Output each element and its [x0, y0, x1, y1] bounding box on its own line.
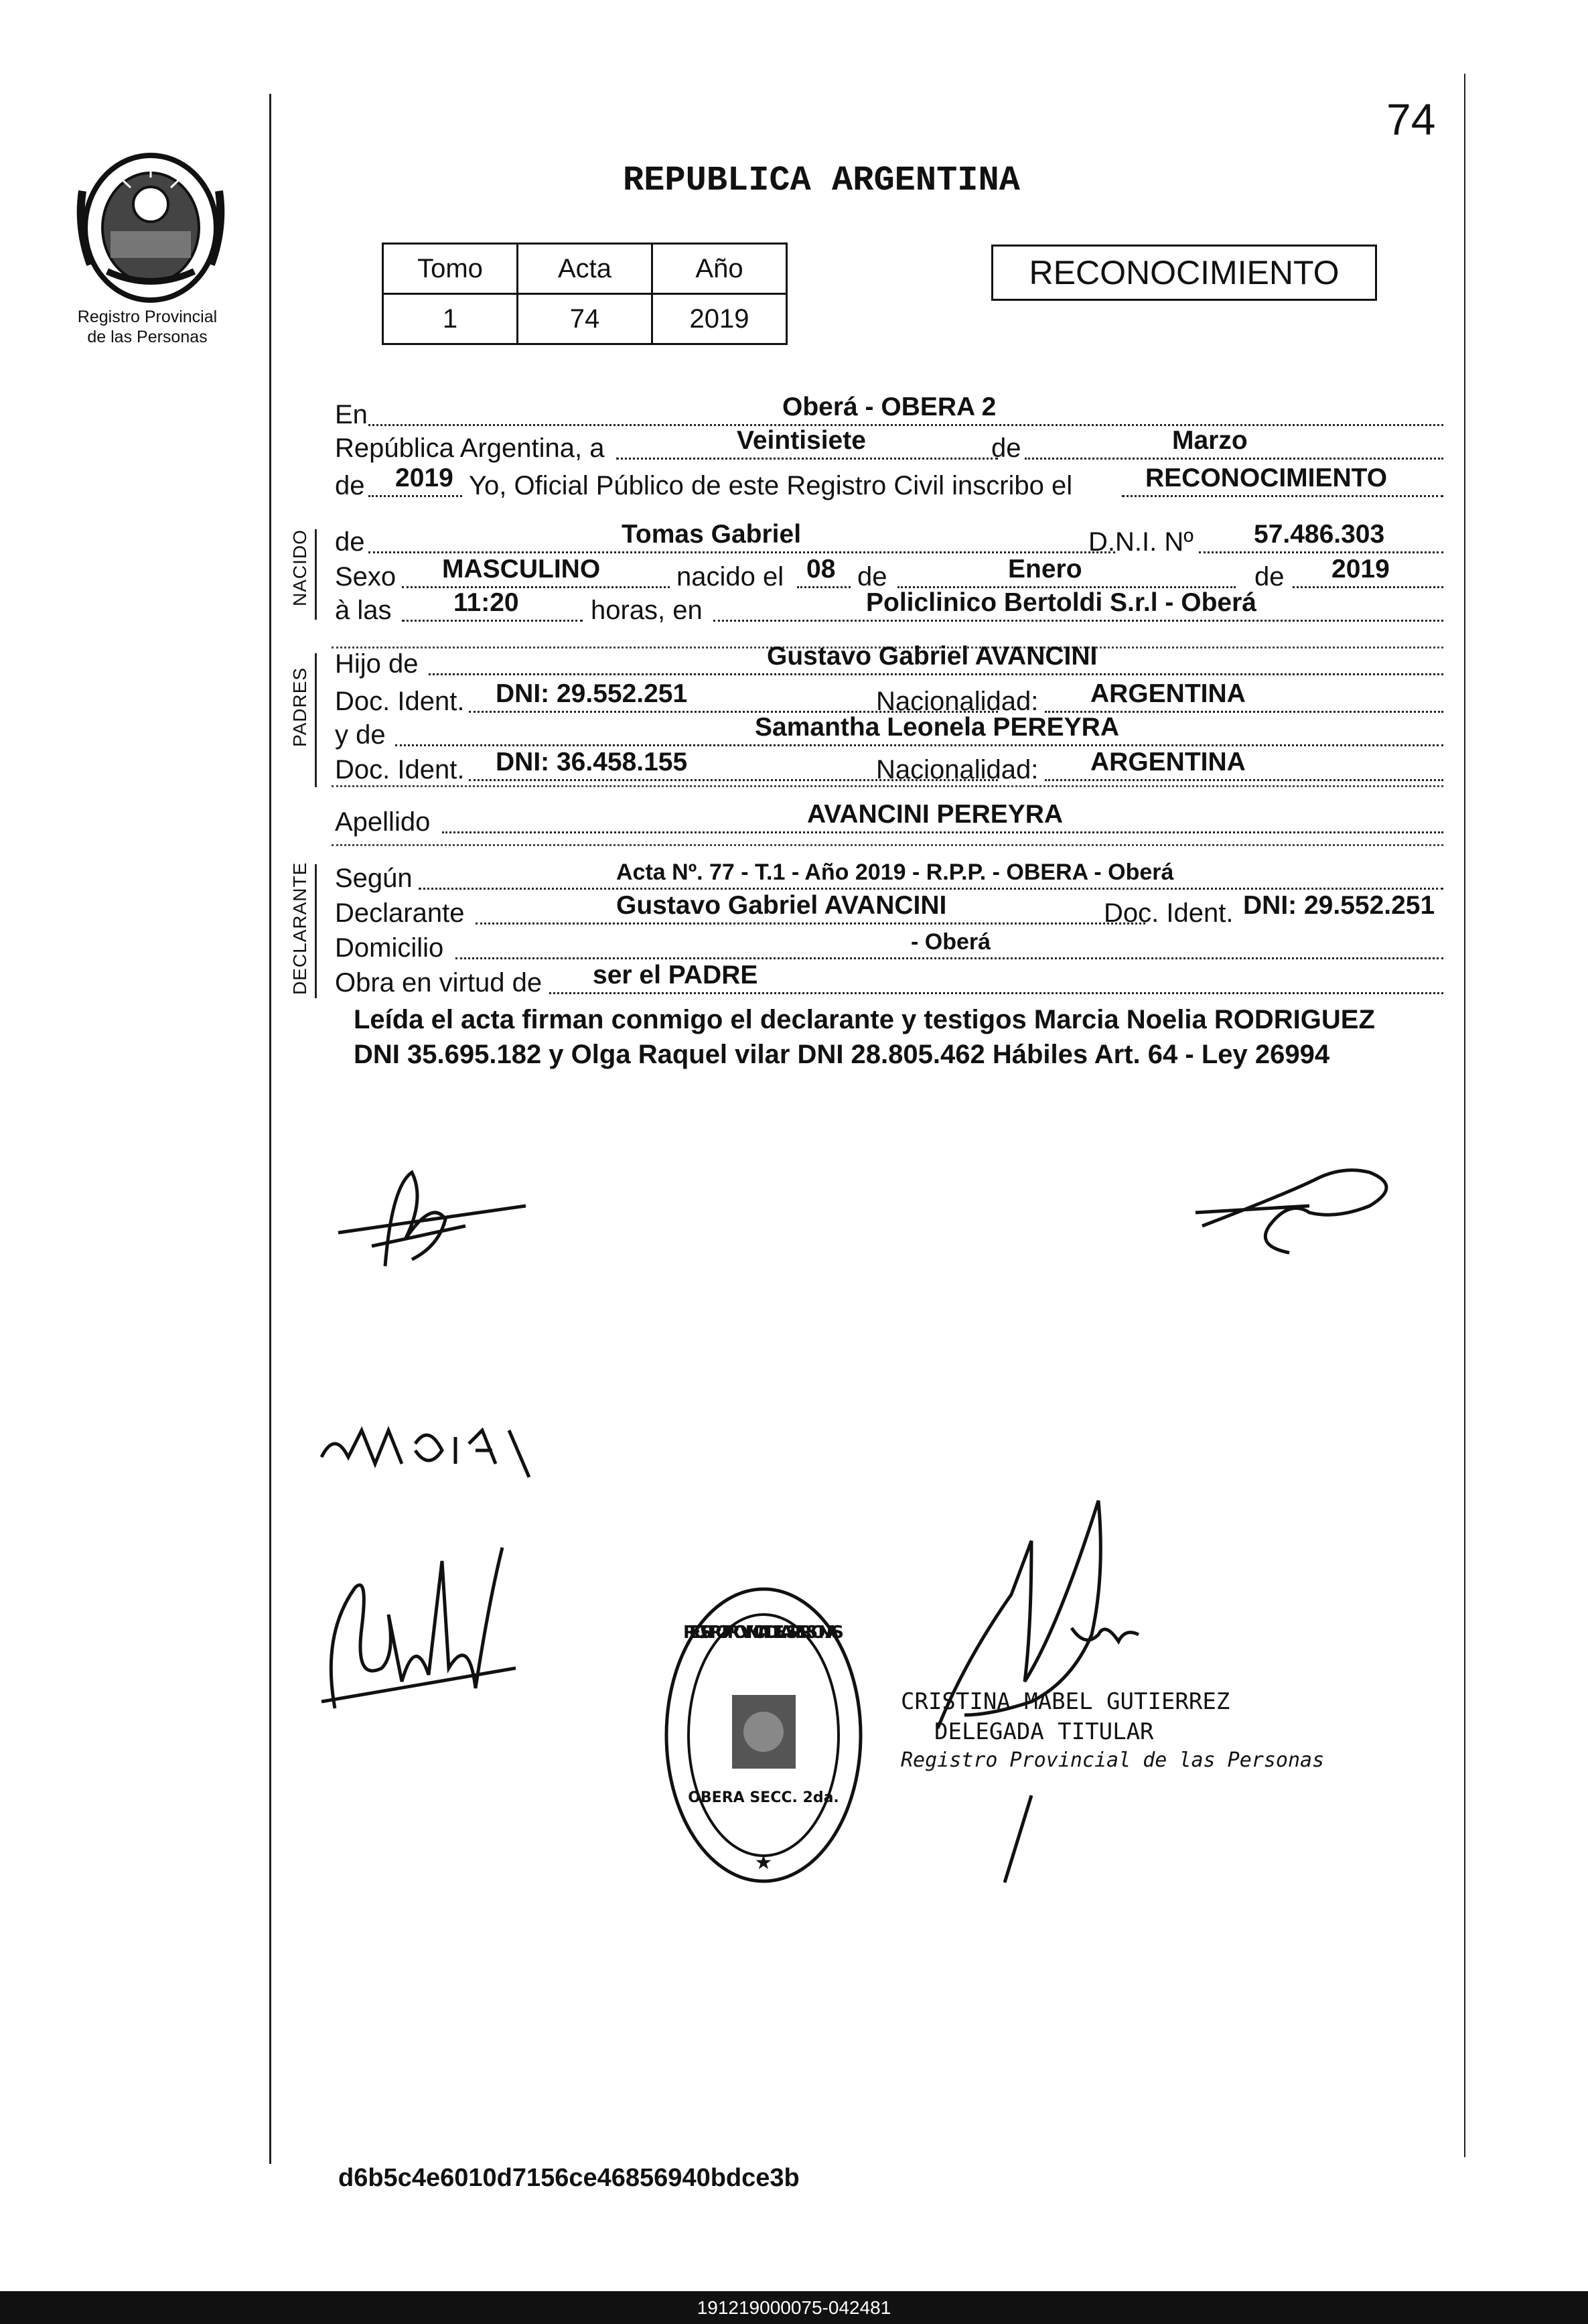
official-stamp-org: Registro Provincial de las Personas — [901, 1749, 1325, 1772]
document-hash: d6b5c4e6010d7156ce46856940bdce3b — [338, 2164, 800, 2192]
separator — [332, 844, 1443, 846]
apellido-label: Apellido — [335, 807, 431, 837]
page-number: 74 — [1386, 94, 1436, 144]
closing-line-2: DNI 35.695.182 y Olga Raquel vilar DNI 28.805.462 Hábiles Art. 64 - Ley 26994 — [354, 1040, 1330, 1069]
declarante-label: Declarante — [335, 898, 465, 928]
nacionalidad-label: Nacionalidad: — [876, 755, 1039, 784]
row-inscribe — [335, 466, 1443, 504]
row-mother-doc — [335, 750, 1443, 788]
logo-caption-line2: de las Personas — [87, 328, 208, 346]
declarant-name-value: Gustavo Gabriel AVANCINI — [616, 891, 947, 920]
office-stamp — [653, 1574, 887, 1896]
side-label-declarante: DECLARANTE — [289, 862, 310, 995]
mother-doc-value: DNI: 36.458.155 — [496, 748, 688, 776]
row-date — [335, 426, 1443, 466]
row-father — [335, 644, 1443, 682]
place-value: Oberá - OBERA 2 — [782, 393, 997, 421]
logo-caption-line1: Registro Provincial — [77, 307, 218, 326]
side-label-nacido: NACIDO — [289, 529, 310, 606]
row-capacity — [335, 963, 1443, 1001]
book-table — [382, 243, 788, 345]
birth-place-value: Policlinico Bertoldi S.r.l - Oberá — [866, 588, 1256, 617]
act-type-box: RECONOCIMIENTO — [991, 245, 1377, 301]
obra-label: Obra en virtud de — [335, 968, 543, 998]
day-value: Veintisiete — [737, 426, 866, 455]
signature-official — [924, 1460, 1165, 1889]
stamp-outer-text: REGISTRO PROVINCIAL DE LAS PERSONAS — [682, 1623, 845, 1643]
birth-time-value: 11:20 — [453, 588, 519, 617]
document-title: REPUBLICA ARGENTINA — [623, 161, 1020, 200]
anio-value: 2019 — [652, 294, 787, 344]
row-place — [335, 395, 1443, 433]
signature-witness-right — [1189, 1152, 1403, 1266]
row-address — [335, 929, 1443, 966]
doc-label: Doc. Ident. — [1104, 898, 1234, 928]
father-name-value: Gustavo Gabriel AVANCINI — [767, 642, 1098, 671]
right-margin-line — [1464, 74, 1465, 2157]
official-stamp-name: CRISTINA MABEL GUTIERREZ — [901, 1688, 1230, 1715]
mother-name-value: Samantha Leonela PEREYRA — [755, 713, 1119, 742]
row-declarant — [335, 891, 1443, 931]
province-seal-logo — [70, 151, 231, 305]
yde-label: y de — [335, 720, 386, 750]
child-name-value: Tomas Gabriel — [622, 520, 802, 549]
handwritten-name-marcia — [315, 1417, 543, 1491]
acta-value: 74 — [518, 294, 652, 344]
father-doc-value: DNI: 29.552.251 — [496, 679, 688, 708]
en-label: En — [335, 400, 368, 429]
horas-label: horas, en — [591, 596, 703, 625]
yo-label: Yo, Oficial Público de este Registro Civil inscribo el — [469, 471, 1073, 500]
signature-witness-left — [315, 1534, 536, 1722]
address-value: - Oberá — [911, 929, 991, 955]
tomo-header: Tomo — [383, 244, 518, 294]
svg-text:★: ★ — [754, 1851, 773, 1874]
tomo-value: 1 — [383, 294, 518, 344]
alas-label: à las — [335, 596, 392, 625]
row-time-place — [335, 588, 1443, 628]
de-label: de — [857, 562, 887, 592]
republica-label: República Argentina, a — [335, 433, 605, 463]
nacido-label: nacido el — [676, 562, 784, 592]
footer-code-bar: 191219000075-042481 — [0, 2291, 1588, 2324]
row-surname — [335, 800, 1443, 840]
surname-value: AVANCINI PEREYRA — [807, 800, 1064, 829]
child-dni-value: 57.486.303 — [1254, 520, 1385, 549]
month-value: Marzo — [1172, 426, 1248, 455]
year-value: 2019 — [395, 464, 453, 492]
closing-line-1: Leída el acta firman conmigo el declarante y testigos Marcia Noelia RODRIGUEZ — [354, 1005, 1375, 1034]
logo-caption — [64, 307, 231, 347]
left-margin-line — [269, 94, 271, 2164]
de-label: de — [991, 433, 1021, 463]
signature-declarant — [332, 1159, 532, 1280]
side-label-padres: PADRES — [289, 667, 310, 747]
dni-label: D.N.I. Nº — [1088, 527, 1194, 557]
birth-day-value: 08 — [806, 555, 836, 584]
mother-nationality-value: ARGENTINA — [1090, 748, 1246, 776]
according-value: Acta Nº. 77 - T.1 - Año 2019 - R.P.P. - OBERA - Oberá — [616, 860, 1174, 885]
declarant-doc-value: DNI: 29.552.251 — [1243, 891, 1435, 920]
anio-header: Año — [652, 244, 787, 294]
birth-year-value: 2019 — [1331, 555, 1390, 584]
nacionalidad-label: Nacionalidad: — [876, 687, 1039, 716]
hijo-label: Hijo de — [335, 649, 419, 679]
acta-header: Acta — [518, 244, 652, 294]
stamp-inner-text: OBERA SECC. 2da. — [688, 1789, 839, 1806]
domicilio-label: Domicilio — [335, 933, 444, 963]
de-label: de — [335, 471, 365, 500]
de-label: de — [335, 527, 365, 557]
segun-label: Según — [335, 864, 413, 893]
father-nationality-value: ARGENTINA — [1090, 679, 1246, 708]
capacity-value: ser el PADRE — [593, 961, 758, 989]
doc-label: Doc. Ident. — [335, 755, 465, 784]
doc-label: Doc. Ident. — [335, 687, 465, 716]
de-label: de — [1254, 562, 1285, 592]
inscribe-value: RECONOCIMIENTO — [1145, 464, 1388, 492]
official-stamp-role: DELEGADA TITULAR — [934, 1718, 1154, 1745]
birth-month-value: Enero — [1008, 555, 1082, 584]
sex-value: MASCULINO — [442, 555, 601, 584]
sexo-label: Sexo — [335, 562, 396, 592]
separator — [332, 785, 1443, 787]
